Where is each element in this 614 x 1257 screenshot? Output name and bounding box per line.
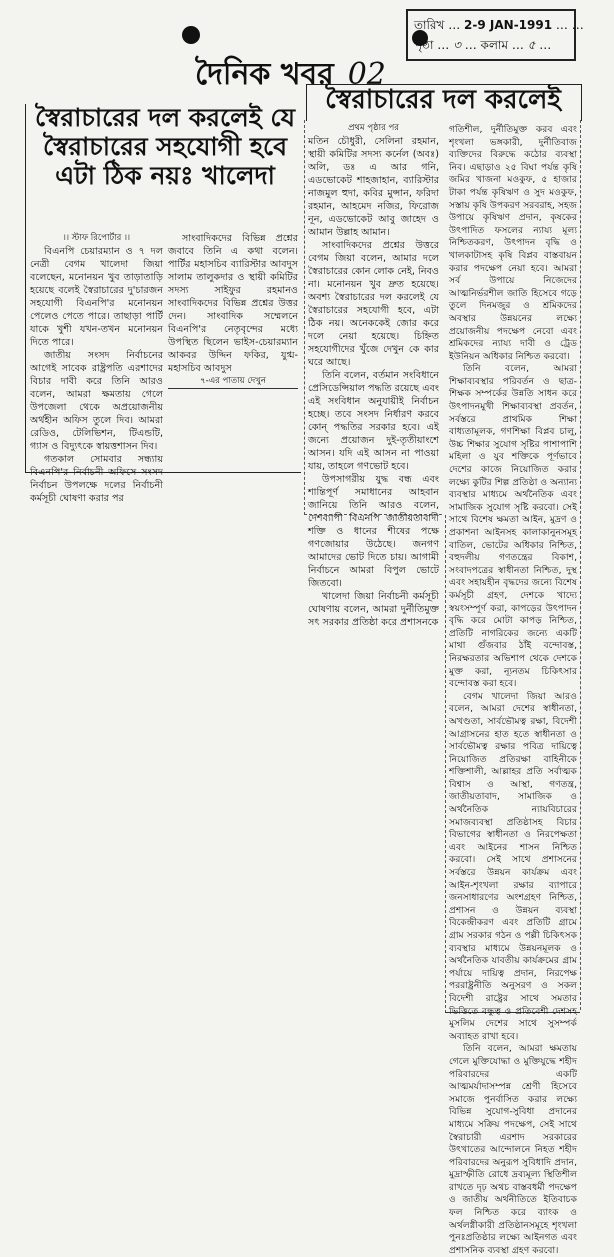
punch-hole: [182, 26, 200, 44]
article-left-column-2: [168, 232, 298, 389]
column-border: [580, 120, 581, 1010]
stamp-column: ৫: [527, 38, 536, 52]
continued-from-note: প্রথম পৃষ্ঠার পর: [348, 123, 399, 133]
headline-line: স্বৈরাচারের সহযোগী হবে: [42, 131, 287, 161]
paragraph: তিনি বলেন, আমরা শিক্ষাব্যবস্থার পরিবর্তন ও ছাত্র-শিক্ষক সম্পর্কের উন্নতি সাধন করে উৎপাদনমুখী শিক্ষাব্যবস্থা প্রবর্তন, সর্বস্তরে প্রাথমিক শিক্ষা বাধ্যতামূলক, গণশিক্ষা বিপ্লব চালু, উচ্চ শিক্ষার সুযোগ সৃষ্টির পাশাপাশি মহিলা ও যুব শক্তিকে পূর্ণভাবে দেশের কাজে নিয়োজিত করার লক্ষ্যে কুটির শিল্প প্রতিষ্ঠা ও অন্যান্য ব্যবস্থার মাধ্যমে অর্থনৈতিক এবং সামাজিক সুযোগ সৃষ্টি করবো। সেই সাথে বিশেষ ক্ষমতা আইন, মুদ্রণ ও প্রকাশনা আইনসহ কালাকানুনসমূহ বাতিল, ভোটের অধিকার নিশ্চিত, বহুদলীয় গণতন্ত্রের বিকাশ, সংবাদপত্রের স্বাধীনতা নিশ্চিত, দুস্থ এবং সহায়হীন বৃদ্ধদের জন্যে বিশেষ কর্মসূচী গ্রহণ, দেশকে খাদ্যে স্বয়ংসম্পূর্ণ করা, কাপড়ের উৎপাদন বৃদ্ধি করে মোটা কাপড় নিশ্চিত, প্রতিটি নাগরিকের জন্যে একটি মাথা গুঁজবার ঠাঁই বন্দোবস্ত, নিরক্ষরতার অভিশাপ থেকে দেশকে মুক্ত করা, ন্যূনতম চিকিৎসার বন্দোবস্ত করা হবে।: [449, 363, 577, 690]
date-stamp: তারিখ … 2-9 JAN-1991 … … পৃষ্ঠা … ৩ … কলাম … ৫ …: [406, 9, 576, 61]
headline-line: এটা ঠিক নয়ঃ খালেদা: [55, 160, 275, 190]
article-right-column-1: [308, 122, 439, 629]
paragraph: মতিন চৌধুরী, সেলিনা রহমান, স্থায়ী কমিটির সদস্য কর্নেল (অবঃ) অলি, ডঃ এ আর গনি, এডভোকেট শাহজাহান, ব্যারিস্টার নাজমুল হুদা, কবির মুন্সান, ফরিদা রহমান, আহমেদ নজির, ফিরোজ নূন, এডভোকেট আবু জাহেদ ও আমান উল্লাহ আমান।: [308, 136, 439, 238]
paragraph: বিএনপি চেয়ারম্যান ও ৭ দল নেত্রী বেগম খালেদা জিয়া বলেছেন, মনোনয়ন খুব তাড়াতাড়ি হয়েছে বলেই স্বৈরাচারের দু'চারজন সহযোগী বিএনপি'র মনোনয়ন পেলেও পেতে পারে। তাছাড়া পার্টি যাকে খুশী যখন-তখন মনোনয়ন দিতে পারে।: [30, 246, 163, 348]
paragraph: জাতীয় সংসদ নির্বাচনের আগেই সাবেক রাষ্ট্রপতি এরশাদের বিচার দাবী করে তিনি আরও বলেন, আমরা ক্ষমতায় গেলে উপজেলা থেকে অপ্রয়োজনীয় অর্থহীন অফিস তুলে দিব। আমরা রেডিও, টেলিভিশন, টিএন্ডটি, গ্যাস ও বিদ্যুৎকে স্বায়ত্তশাসন দিব।: [30, 350, 163, 452]
paragraph: সাংবাদিকদের বিভিন্ন প্রশ্নের জবাবে তিনি এ কথা বলেন। পার্টির মহাসচিব ব্যারিস্টার আবদুস সালাম তালুকদার ও স্থায়ী কমিটির সদস্য সাইফুর রহমানও সাংবাদিকদের বিভিন্ন প্রশ্নের উত্তর দেন। সাংবাদিক সম্মেলনে বিএনপি'র নেতৃবৃন্দের মধ্যে উপস্থিত ছিলেন ভাইস-চেয়ারম্যান আকবর উদ্দিন ফকির, যুগ্ম-মহাসচিব আবদুস: [168, 233, 298, 374]
stamp-date-label: তারিখ: [414, 18, 445, 32]
stamp-column-label: কলাম: [480, 38, 509, 52]
article-left-headline: [25, 104, 305, 190]
article-right-headline: স্বৈরাচারের দল করলেই: [325, 85, 561, 115]
column-border: [445, 515, 446, 1013]
article-left-column-1: [30, 232, 163, 505]
paragraph: বেগম খালেদা জিয়া আরও বলেন, আমরা দেশের স্বাধীনতা, অখণ্ডতা, সার্বভৌমত্ব রক্ষা, বিদেশী আগ্রাসনের হাত হতে স্বাধীনতা ও সার্বভৌমত্ব রক্ষার পবিত্র দায়িত্বে নিয়োজিত প্রতিরক্ষা বাহিনীকে শক্তিশালী, আল্লাহর প্রতি সর্বাত্মক বিশ্বাস ও আস্থা, গণতন্ত্র, জাতীয়তাবাদ, সামাজিক ও অর্থনৈতিক ন্যায়বিচারের সমাজব্যবস্থা প্রতিষ্ঠাসহ বিচার বিভাগের স্বাধীনতা ও নিরপেক্ষতা এবং আইনের শাসন নিশ্চিত করবো। সেই সাথে প্রশাসনের সর্বস্তরে উন্নয়ন কার্যক্রম এবং আইন-শৃংখলা রক্ষার ব্যাপারে জনসাধারণের অংশগ্রহণ নিশ্চিত, প্রশাসন ও উন্নয়ন ব্যবস্থা বিকেন্দ্রীকরণ এবং প্রতিটি গ্রামে গ্রাম সরকার গঠন ও পল্লী চিকিৎসক ব্যবস্থার মাধ্যমে উন্নয়নমূলক ও অর্থনৈতিক যাবতীয় কার্যক্রমের গ্রাম পর্যায়ে দায়িত্ব প্রদান, নিরপেক্ষ পররাষ্ট্রনীতি অনুসরণ ও সকল বিদেশী রাষ্ট্রের সাথে সমতার ভিত্তিতে বন্ধুত্ব ও প্রতিবেশী দেশসহ মুসলিম দেশের সাথে সুসম্পর্ক অব্যাহত রাখা হবে।: [449, 690, 577, 1042]
paragraph: খালেদা জিয়া নির্বাচনী কর্মসূচী ঘোষণায় বলেন, আমরা দুর্নীতিমুক্ত সৎ সরকার প্রতিষ্ঠা করে প্রশাসনকে: [308, 591, 439, 628]
paragraph: সাংবাদিকদের প্রশ্নের উত্তরে বেগম জিয়া বলেন, আমার দলে স্বৈরাচারের কোন লোক নেই, নিবও না। মনোনয়ন খুব দ্রুত হয়েছে। অবশ্য স্বৈরাচারের দল করলেই যে স্বৈরাচারের সহযোগী হবে, এটা ঠিক নয়। অনেককেই জোর করে দলে নেয়া হয়েছে। চিহ্নিত সহযোগীদের খুঁজে দেখুন কে কার ঘরে আছে।: [308, 240, 439, 368]
handwritten-number: 02: [347, 57, 386, 92]
continued-note: ৭-এর পাতায় দেখুন: [168, 375, 298, 389]
article-right-column-2: [449, 124, 577, 1257]
paragraph: তিনি বলেন, আমরা ক্ষমতায় গেলে মুক্তিযোদ্ধা ও মুক্তিযুদ্ধে শহীদ পরিবারদের একটি আত্মমর্যাদাসম্পন্ন শ্রেণী হিসেবে সমাজে পুনর্বাসিত করার লক্ষ্যে বিভিন্ন সুযোগ-সুবিধা প্রদানের মাধ্যমে সক্রিয় পদক্ষেপ, সেই সাথে স্বৈরাচারী এরশাদ সরকারের উৎখাতের আন্দোলনে নিহত শহীদ পরিবারদের অনুরূপ সুবিধাদি প্রদান, মুদ্রাস্ফীতি রোধে দ্রব্যমূল্য স্থিতিশীল রাখতে দৃঢ় অথচ বাস্তবধর্মী পদক্ষেপ ও জাতীয় অর্থনীতিতে ইতিবাচক ফল নিশ্চিত করে ব্যাংক ও অর্থলগ্নীকারী প্রতিষ্ঠানসমূহে শৃংখলা পুনঃপ্রতিষ্ঠার লক্ষ্যে আইনগত এবং প্রশাসনিক ব্যবস্থা গ্রহণ করবো।: [449, 1043, 577, 1256]
stamp-page: ৩: [453, 38, 461, 52]
newspaper-name: দৈনিক খবর: [195, 57, 334, 92]
paragraph: গতকাল সোমবার সন্ধ্যায় বিএনপি'র নির্বাচনী অফিসে সংসদ নির্বাচন উপলক্ষে দলের নির্বাচনী কর্মসূচী ঘোষণা করার পর: [30, 454, 163, 504]
paragraph: উপসাগরীয় যুদ্ধ বন্ধ এবং শান্তিপূর্ণ সমাধানের আহবান জানিয়ে তিনি আরও বলেন, দেশব্যাপী বিএনপি জাতীয়তাবাদী শক্তি ও ধানের শীষের পক্ষে গণজোয়ার উঠেছে। জনগণ আমাদের ভোট দিতে চায়। আগামী নির্বাচনে আমরা বিপুল ভোটে জিতবো।: [308, 474, 439, 589]
stamp-page-label: পৃষ্ঠা: [414, 38, 434, 52]
stamp-date: 2-9 JAN-1991: [464, 18, 553, 32]
paragraph: তিনি বলেন, বর্তমান সংবিধানে প্রেসিডেন্সিয়াল পদ্ধতি রয়েছে এবং এই সংবিধান অনুযায়ীই নির্বাচন হচ্ছে। তবে সংসদ নির্ধারণ করবে কোন্ পদ্ধতির সরকার হবে। এই জন্যে প্রয়োজন দুই-তৃতীয়াংশে আসন। যদি এই আসন না পাওয়া যায়, তাহলে গণভোট হবে।: [308, 370, 439, 472]
paragraph: গতিশীল, দুর্নীতিমুক্ত করব এবং শৃংখলা ভঙ্গকারী, দুর্নীতিবাজ ব্যক্তিদের বিরুদ্ধে কঠোর ব্যবস্থা নিব। এছাড়াও ২৫ বিঘা পর্যন্ত কৃষি জমির খাজনা মওকুফ, ৫ হাজার টাকা পর্যন্ত কৃষিঋণ ও সুদ মওকুফ, সস্তায় কৃষি উপকরণ সরবরাহ, সহজ উপায়ে কৃষিঋণ প্রদান, কৃষকের উৎপাদিত ফসলের ন্যায্য মূল্য নিশ্চিতকরণ, উৎপাদন বৃদ্ধি ও খালকাটাসহ কৃষি বিপ্লব বাস্তবায়ন করার পদক্ষেপ নেয়া হবে। আমরা সর্ব উপায়ে নিজেদের আত্মনির্ভরশীল জাতি হিসেবে গড়ে তুলে দিনমজুর ও শ্রমিকদের অবস্থার উন্নয়নের লক্ষ্যে প্রয়োজনীয় পদক্ষেপ নেবো এবং শ্রমিকদের ন্যায্য দাবী ও ট্রেড ইউনিয়ন অধিকার নিশ্চিত করবো।: [449, 124, 577, 362]
byline: ।। স্টাফ রিপোর্টার ।।: [62, 233, 131, 243]
headline-line: স্বৈরাচারের দল করলেই যে: [35, 103, 295, 132]
column-border: [304, 120, 305, 515]
